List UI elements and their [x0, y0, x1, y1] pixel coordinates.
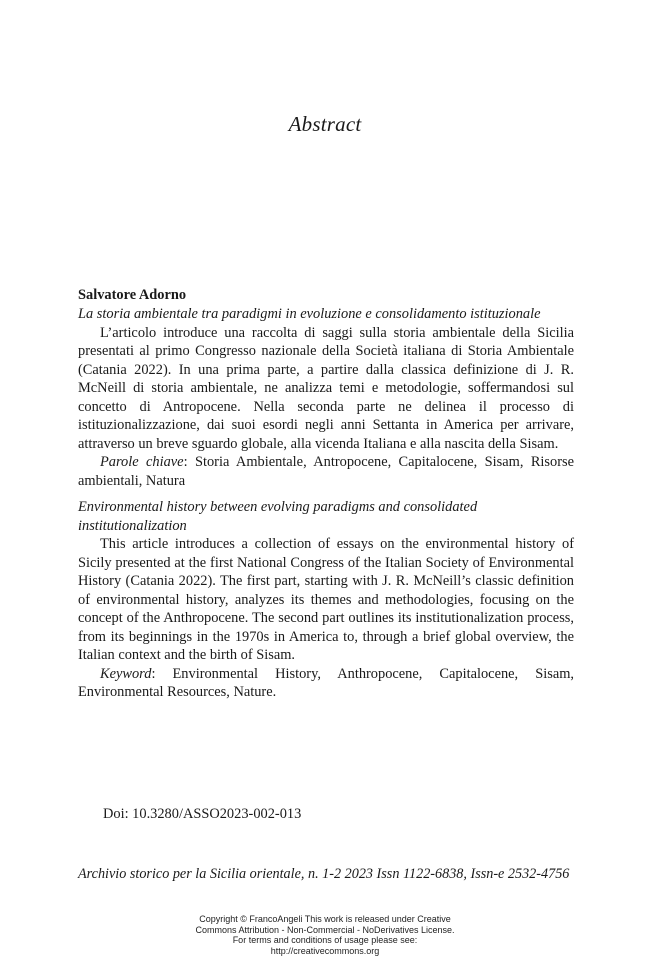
- italian-keywords: [78, 453, 574, 490]
- italian-keywords-label: Parole chiave: [100, 454, 184, 470]
- english-keywords-label: Keyword: [100, 665, 152, 682]
- english-keywords-text: : Environmental History, Anthropocene, Capitalocene, Sisam, Environmental Resources, Nature.: [78, 665, 574, 700]
- english-abstract: [78, 498, 574, 702]
- copyright-footer: [0, 914, 650, 956]
- english-body: This article introduces a collection of essays on the environmental history of Sicily presented at the first National Congress of the Italian Society of Environmental History (Catania 2022). The first part, starting with J. R. McNeill’s classic definition of environmental history, analyzes its themes and methodologies, focusing on the concept of the Anthropocene. The second part outlines its institutionalization process, from its beginnings in the 1970s in America to, through a brief global overview, the Italian context and the birth of Sisam.: [78, 536, 574, 663]
- italian-abstract: [78, 305, 574, 490]
- author-name: Salvatore Adorno: [78, 287, 187, 303]
- footer-line-3: For terms and conditions of usage please see:: [232, 935, 418, 945]
- doi: Doi: 10.3280/ASSO2023-002-013: [103, 806, 302, 822]
- italian-body: L’articolo introduce una raccolta di saggi sulla storia ambientale della Sicilia presentati al primo Congresso nazionale della Società italiana di Storia Ambientale (Catania 2022). In una prima parte, a partire dalla classica definizione di J. R. McNeill di storia ambientale, ne analizza temi e metodologie, soffermandosi sul concetto di Antropocene. Nella seconda parte ne delinea il processo di istituzionalizzazione, dai suoi esordi negli anni Settanta in America per arrivare, attraverso un breve sguardo globale, alla vicenda Italiana e alla nascita della Sisam.: [78, 324, 574, 452]
- italian-title: La storia ambientale tra paradigmi in evoluzione e consolidamento istituzionale: [78, 306, 541, 322]
- italian-keywords-text: : Storia Ambientale, Antropocene, Capitalocene, Sisam, Risorse ambientali, Natura: [78, 454, 575, 489]
- journal-citation: Archivio storico per la Sicilia orientale, n. 1-2 2023 Issn 1122-6838, Issn-e 2532-4756: [78, 866, 570, 882]
- footer-line-2: Commons Attribution - Non-Commercial - NoDerivatives License.: [195, 924, 455, 935]
- english-keywords: [78, 665, 574, 702]
- english-title: Environmental history between evolving paradigms and consolidated institutionalization: [78, 499, 478, 534]
- abstract-heading: Abstract: [288, 112, 362, 136]
- footer-link[interactable]: http://creativecommons.org: [270, 945, 380, 956]
- footer-line-1: Copyright © FrancoAngeli This work is released under Creative: [199, 914, 451, 924]
